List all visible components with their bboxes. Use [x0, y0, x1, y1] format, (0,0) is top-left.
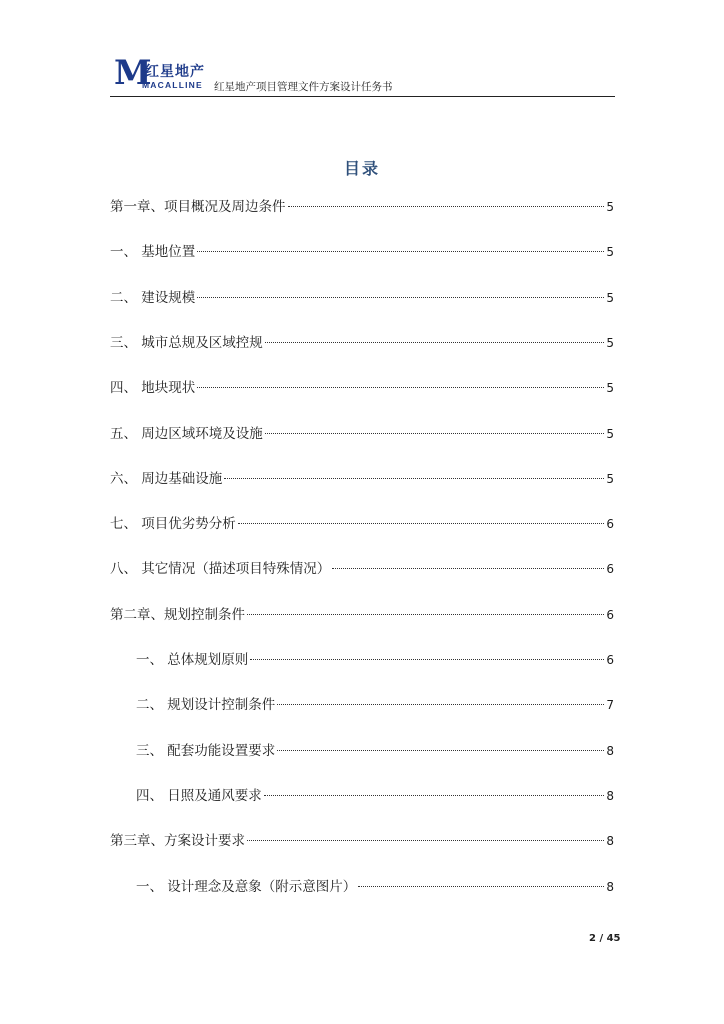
toc-dot-leader — [265, 433, 605, 434]
document-title: 红星地产项目管理文件方案设计任务书 — [214, 81, 393, 93]
toc-dot-leader — [277, 704, 604, 705]
toc-dot-leader — [250, 659, 604, 660]
toc-entry-page: 6 — [606, 608, 614, 622]
toc-entry[interactable] — [110, 242, 614, 262]
toc-dot-leader — [197, 251, 604, 252]
toc-dot-leader — [197, 297, 604, 298]
toc-entry-page: 6 — [606, 562, 614, 576]
toc-entry[interactable] — [110, 288, 614, 308]
toc-entry-page: 8 — [606, 789, 614, 803]
toc-entry-label: 第一章、项目概况及周边条件 — [110, 199, 286, 215]
toc-dot-leader — [288, 206, 605, 207]
toc-dot-leader — [332, 568, 604, 569]
toc-entry-page: 5 — [606, 291, 614, 305]
toc-entry-page: 8 — [606, 834, 614, 848]
toc-entry-label: 四、 地块现状 — [110, 380, 196, 396]
toc-dot-leader — [238, 523, 605, 524]
toc-entry-label: 第二章、规划控制条件 — [110, 607, 245, 623]
toc-entry-label: 第三章、方案设计要求 — [110, 833, 245, 849]
toc-entry[interactable] — [136, 877, 614, 897]
toc-entry-label: 三、 城市总规及区域控规 — [110, 335, 263, 351]
toc-dot-leader — [277, 750, 604, 751]
toc-entry-label: 八、 其它情况（描述项目特殊情况） — [110, 561, 331, 577]
page-indicator: 2 / 45 — [589, 933, 621, 944]
toc-entry-label: 一、 基地位置 — [110, 244, 196, 260]
toc-entry-page: 5 — [606, 427, 614, 441]
toc-entry-label: 三、 配套功能设置要求 — [136, 743, 276, 759]
toc-entry[interactable] — [136, 650, 614, 670]
toc-entry[interactable] — [110, 469, 614, 489]
toc-entry-label: 七、 项目优劣势分析 — [110, 516, 236, 532]
toc-entry[interactable] — [136, 786, 614, 806]
toc-dot-leader — [247, 614, 604, 615]
toc-entry-page: 5 — [606, 472, 614, 486]
toc-heading: 目录 — [343, 159, 380, 178]
logo-english-name: MACALLINE — [142, 80, 203, 90]
toc-entry-label: 一、 设计理念及意象（附示意图片） — [136, 879, 357, 895]
toc-entry-page: 5 — [606, 200, 614, 214]
toc-entry-page: 7 — [606, 698, 614, 712]
toc-entry-page: 8 — [606, 744, 614, 758]
toc-entry-page: 8 — [606, 880, 614, 894]
toc-entry[interactable] — [110, 831, 614, 851]
toc-entry[interactable] — [136, 695, 614, 715]
toc-entry[interactable] — [110, 605, 614, 625]
toc-entry[interactable] — [110, 333, 614, 353]
toc-entry-page: 5 — [606, 336, 614, 350]
toc-dot-leader — [197, 387, 604, 388]
toc-entry-label: 六、 周边基础设施 — [110, 471, 223, 487]
logo-mark: M — [114, 53, 152, 93]
logo-chinese-name: 红星地产 — [145, 64, 205, 80]
toc-entry-label: 二、 建设规模 — [110, 290, 196, 306]
toc-dot-leader — [264, 795, 605, 796]
toc-entry-page: 5 — [606, 245, 614, 259]
toc-entry[interactable] — [110, 559, 614, 579]
toc-entry[interactable] — [110, 514, 614, 534]
toc-entry[interactable] — [136, 741, 614, 761]
toc-entry-page: 6 — [606, 517, 614, 531]
toc-dot-leader — [247, 840, 604, 841]
toc-dot-leader — [224, 478, 604, 479]
toc-dot-leader — [358, 886, 604, 887]
toc-entry-label: 五、 周边区域环境及设施 — [110, 426, 263, 442]
toc-entry-label: 四、 日照及通风要求 — [136, 788, 262, 804]
toc-entry-label: 二、 规划设计控制条件 — [136, 697, 276, 713]
toc-entry[interactable] — [110, 424, 614, 444]
toc-entry-page: 5 — [606, 381, 614, 395]
toc-entry-page: 6 — [606, 653, 614, 667]
toc-dot-leader — [265, 342, 605, 343]
toc-entry[interactable] — [110, 378, 614, 398]
toc-entry-label: 一、 总体规划原则 — [136, 652, 249, 668]
toc-entry[interactable] — [110, 197, 614, 217]
